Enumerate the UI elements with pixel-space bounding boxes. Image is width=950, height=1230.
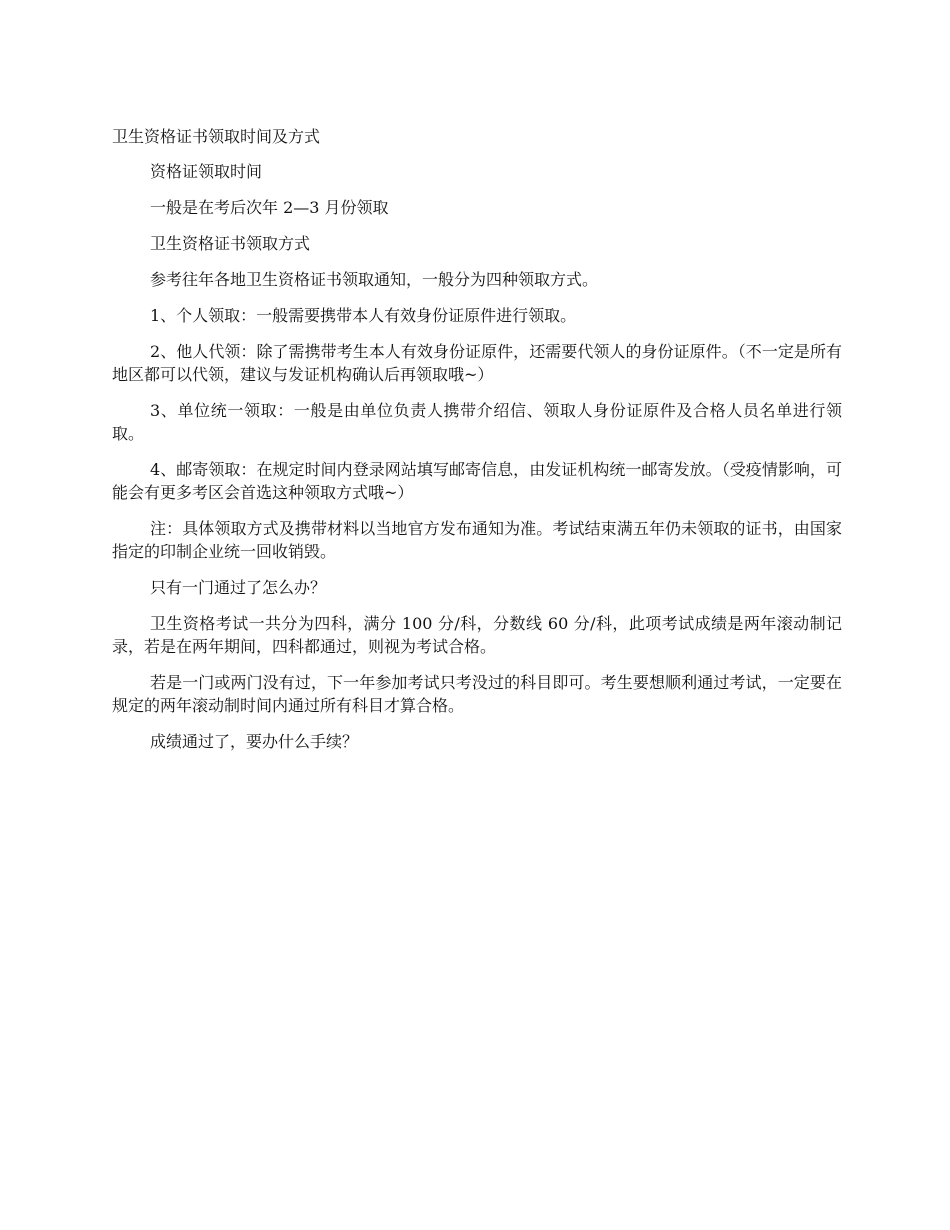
section-heading-collect-time: 资格证领取时间: [150, 162, 263, 181]
question-heading-procedures: 成绩通过了，要办什么手续？: [150, 732, 359, 751]
document-page: [112, 124, 842, 766]
list-item-method-2: 2、他人代领：除了需携带考生本人有效身份证原件，还需要代领人的身份证原件。（不一定是所有地区都可以代领，建议与发证机构确认后再领取哦~）: [112, 342, 842, 384]
paragraph-methods-intro: 参考往年各地卫生资格证书领取通知，一般分为四种领取方式。: [150, 270, 599, 289]
question-heading-one-subject: 只有一门通过了怎么办？: [150, 578, 327, 597]
section-heading-collect-method: 卫生资格证书领取方式: [150, 234, 311, 253]
list-item-method-3: 3、单位统一领取：一般是由单位负责人携带介绍信、领取人身份证原件及合格人员名单进行领取。: [112, 401, 842, 443]
list-item-method-4: 4、邮寄领取：在规定时间内登录网站填写邮寄信息，由发证机构统一邮寄发放。（受疫情影响，可能会有更多考区会首选这种领取方式哦~）: [112, 460, 842, 502]
note-paragraph: 注：具体领取方式及携带材料以当地官方发布通知为准。考试结束满五年仍未领取的证书，由国家指定的印制企业统一回收销毁。: [112, 519, 842, 561]
paragraph-retake: 若是一门或两门没有过，下一年参加考试只考没过的科目即可。考生要想顺利通过考试，一定要在规定的两年滚动制时间内通过所有科目才算合格。: [112, 673, 842, 715]
paragraph-collect-time: 一般是在考后次年 2—3 月份领取: [150, 198, 389, 217]
document-title: 卫生资格证书领取时间及方式: [112, 127, 321, 146]
paragraph-exam-rules: 卫生资格考试一共分为四科，满分 100 分/科，分数线 60 分/科，此项考试成绩是两年滚动制记录，若是在两年期间，四科都通过，则视为考试合格。: [112, 614, 842, 656]
list-item-method-1: 1、个人领取：一般需要携带本人有效身份证原件进行领取。: [150, 306, 577, 325]
